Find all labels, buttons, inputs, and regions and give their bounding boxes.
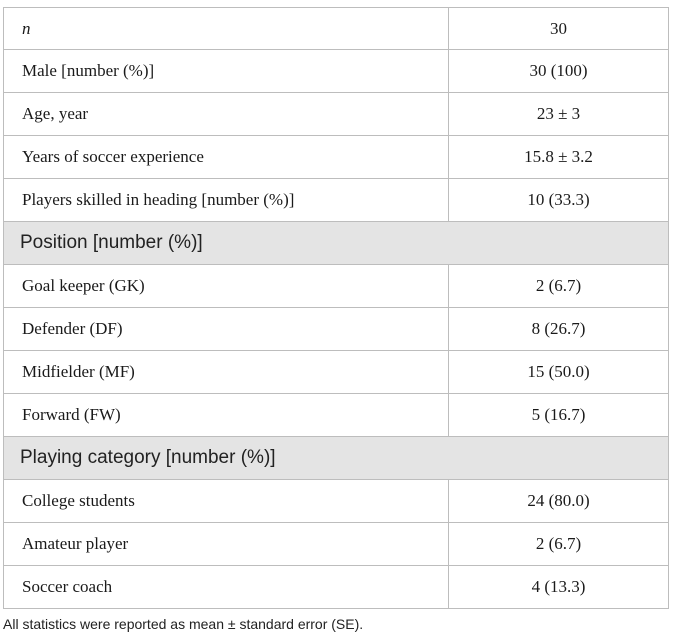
table-row-mf [4,351,669,394]
row-label: n [4,8,449,50]
table-row-gk [4,265,669,308]
table-row-age [4,93,669,136]
row-value: 15 (50.0) [449,351,669,394]
section-title: Position [number (%)] [4,222,669,265]
table-row-experience [4,136,669,179]
row-label: Years of soccer experience [4,136,449,179]
row-label: Forward (FW) [4,394,449,437]
table-row-fw [4,394,669,437]
row-value: 23 ± 3 [449,93,669,136]
table-row-college [4,480,669,523]
section-title: Playing category [number (%)] [4,437,669,480]
section-header-category [4,437,669,480]
row-label: Goal keeper (GK) [4,265,449,308]
row-label: Midfielder (MF) [4,351,449,394]
row-value: 2 (6.7) [449,265,669,308]
row-label: Male [number (%)] [4,50,449,93]
row-label: Players skilled in heading [number (%)] [4,179,449,222]
row-label: Amateur player [4,523,449,566]
row-value: 10 (33.3) [449,179,669,222]
row-label: College students [4,480,449,523]
row-value: 4 (13.3) [449,566,669,609]
row-label: Soccer coach [4,566,449,609]
row-value: 30 (100) [449,50,669,93]
row-value: 15.8 ± 3.2 [449,136,669,179]
table-row-amateur [4,523,669,566]
table-row-n [4,8,669,50]
table-row-heading-skill [4,179,669,222]
row-label: Age, year [4,93,449,136]
row-value: 2 (6.7) [449,523,669,566]
section-header-position [4,222,669,265]
row-value: 30 [449,8,669,50]
table-footnote: All statistics were reported as mean ± standard error (SE). [3,616,364,632]
row-value: 8 (26.7) [449,308,669,351]
row-value: 5 (16.7) [449,394,669,437]
row-label: Defender (DF) [4,308,449,351]
row-value: 24 (80.0) [449,480,669,523]
table-row-male [4,50,669,93]
demographics-table [3,7,669,609]
table-row-df [4,308,669,351]
table-row-coach [4,566,669,609]
